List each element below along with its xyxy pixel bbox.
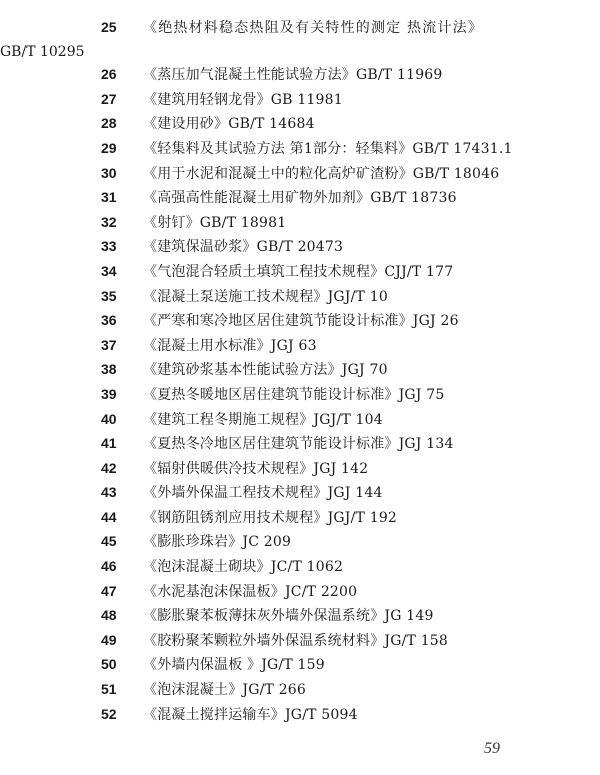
reference-title: 《建筑工程冬期施工规程》JGJ/T 104	[143, 411, 383, 428]
reference-number: 35	[101, 287, 117, 304]
reference-title: 《高强高性能混凝土用矿物外加剂》GB/T 18736	[143, 190, 457, 207]
reference-item	[0, 16, 538, 63]
reference-number: 44	[101, 508, 117, 525]
reference-title: 《水泥基泡沫保温板》JC/T 2200	[143, 583, 358, 600]
reference-title: 《建筑用轻钢龙骨》GB 11981	[143, 91, 343, 108]
reference-item	[68, 530, 538, 555]
reference-number: 29	[101, 139, 117, 156]
reference-item	[68, 383, 538, 408]
reference-item	[68, 112, 538, 137]
reference-title: 《膨胀聚苯板薄抹灰外墙外保温系统》JG 149	[143, 608, 434, 625]
reference-item	[68, 703, 538, 728]
reference-item	[68, 457, 538, 482]
reference-number: 41	[101, 435, 117, 452]
reference-item	[68, 334, 538, 359]
reference-number: 40	[101, 410, 117, 427]
reference-item	[68, 162, 538, 187]
reference-item	[68, 506, 538, 531]
reference-item	[68, 260, 538, 285]
reference-number: 27	[101, 90, 117, 107]
reference-item	[68, 481, 538, 506]
reference-number: 46	[101, 558, 117, 575]
reference-item	[68, 653, 538, 678]
reference-number: 50	[101, 656, 117, 673]
reference-item	[68, 629, 538, 654]
reference-item	[68, 555, 538, 580]
reference-number: 30	[101, 164, 117, 181]
reference-number: 25	[101, 19, 117, 35]
reference-title: 《膨胀珍珠岩》JC 209	[143, 534, 292, 551]
reference-title: 《混凝土泵送施工技术规程》JGJ/T 10	[143, 288, 388, 305]
reference-number: 48	[101, 607, 117, 624]
reference-number: 34	[101, 262, 117, 279]
reference-item	[68, 408, 538, 433]
reference-title: 《蒸压加气混凝土性能试验方法》GB/T 11969	[143, 67, 443, 84]
reference-title: 《胶粉聚苯颗粒外墙外保温系统材料》JG/T 158	[143, 632, 449, 649]
reference-item	[68, 285, 538, 310]
reference-number: 38	[101, 361, 117, 378]
reference-item	[68, 63, 538, 88]
reference-item	[68, 432, 538, 457]
reference-number: 49	[101, 631, 117, 648]
reference-title: 《钢筋阻锈剂应用技术规程》JGJ/T 192	[143, 509, 398, 526]
reference-title: 《泡沫混凝土砌块》JC/T 1062	[143, 559, 344, 576]
reference-title: 《夏热冬暖地区居住建筑节能设计标准》JGJ 75	[143, 386, 445, 403]
reference-title: 《夏热冬冷地区居住建筑节能设计标准》JGJ 134	[143, 436, 454, 453]
reference-title: 《轻集料及其试验方法 第1部分：轻集料》GB/T 17431.1	[143, 140, 513, 157]
reference-title: 《外墙外保温工程技术规程》JGJ 144	[143, 485, 383, 502]
reference-title: 《建设用砂》GB/T 14684	[143, 116, 315, 133]
reference-item	[68, 358, 538, 383]
reference-title: 《绝热材料稳态热阻及有关特性的测定 热流计法》	[143, 20, 484, 36]
reference-title: 《辐射供暖供冷技术规程》JGJ 142	[143, 460, 369, 477]
reference-title: 《严寒和寒冷地区居住建筑节能设计标准》JGJ 26	[143, 313, 459, 330]
reference-number: 31	[101, 189, 117, 206]
reference-title: 《外墙内保温板 》JG/T 159	[143, 657, 325, 674]
reference-item	[68, 235, 538, 260]
reference-title: 《混凝土用水标准》JGJ 63	[143, 337, 317, 354]
reference-number: 36	[101, 312, 117, 329]
reference-continuation: GB/T 10295	[0, 43, 85, 60]
reference-number: 43	[101, 484, 117, 501]
reference-title: 《混凝土搅拌运输车》JG/T 5094	[143, 706, 358, 723]
reference-number: 33	[101, 238, 117, 255]
reference-title: 《泡沫混凝土》JG/T 266	[143, 682, 307, 699]
reference-title: 《建筑砂浆基本性能试验方法》JGJ 70	[143, 362, 388, 379]
reference-item	[68, 211, 538, 236]
reference-item	[68, 186, 538, 211]
reference-number: 42	[101, 459, 117, 476]
reference-item	[68, 309, 538, 334]
reference-number: 45	[101, 533, 117, 550]
reference-item	[68, 88, 538, 113]
reference-item	[68, 137, 538, 162]
reference-item	[68, 604, 538, 629]
reference-number: 32	[101, 213, 117, 230]
reference-number: 28	[101, 115, 117, 132]
reference-number: 37	[101, 336, 117, 353]
reference-number: 52	[101, 705, 117, 722]
reference-title: 《建筑保温砂浆》GB/T 20473	[143, 239, 344, 256]
reference-title: 《用于水泥和混凝土中的粒化高炉矿渣粉》GB/T 18046	[143, 165, 500, 182]
reference-number: 51	[101, 681, 117, 698]
reference-item	[68, 580, 538, 605]
reference-title: 《射钉》GB/T 18981	[143, 214, 287, 231]
reference-list	[0, 16, 538, 727]
page-number: 59	[484, 740, 500, 757]
reference-number: 39	[101, 385, 117, 402]
reference-item	[68, 678, 538, 703]
reference-title: 《气泡混合轻质土填筑工程技术规程》CJJ/T 177	[143, 263, 454, 280]
reference-number: 26	[101, 66, 117, 83]
reference-number: 47	[101, 582, 117, 599]
